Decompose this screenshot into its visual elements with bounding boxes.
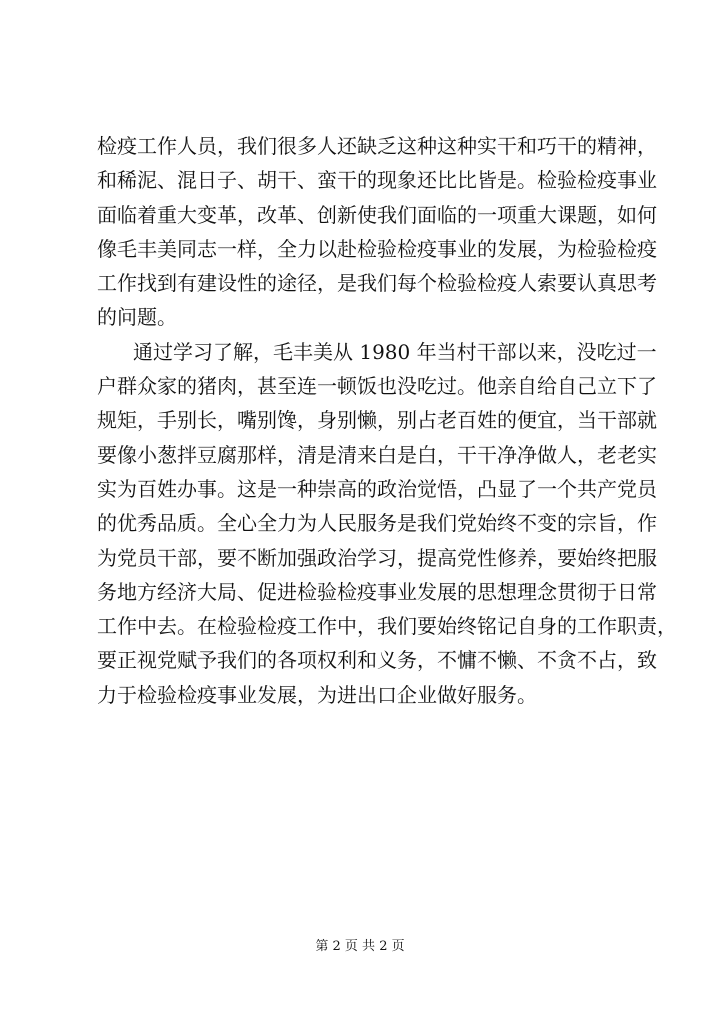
- text-line: 工作找到有建设性的途径，是我们每个检验检疫人索要认真思考: [97, 271, 657, 296]
- text-line: 通过学习了解，毛丰美从 1980 年当村干部以来，没吃过一: [133, 339, 657, 364]
- paragraph: [97, 335, 677, 712]
- text-line: 实为百姓办事。这是一种崇高的政治觉悟，凸显了一个共产党员: [97, 476, 657, 501]
- page-footer: [0, 938, 720, 956]
- text-line: 像毛丰美同志一样，全力以赴检验检疫事业的发展，为检验检疫: [97, 236, 657, 261]
- paragraph: [97, 129, 657, 335]
- text-line: 力于检验检疫事业发展，为进出口企业做好服务。: [97, 682, 537, 707]
- text-line: 为党员干部，要不断加强政治学习，提高党性修养，要始终把服: [97, 545, 657, 570]
- text-line: 务地方经济大局、促进检验检疫事业发展的思想理念贯彻于日常: [97, 579, 657, 604]
- text-line: 要正视党赋予我们的各项权利和义务，不慵不懒、不贪不占，致: [97, 648, 657, 673]
- text-line: 的优秀品质。全心全力为人民服务是我们党始终不变的宗旨，作: [97, 511, 657, 536]
- document-body: [97, 129, 677, 712]
- text-line: 工作中去。在检验检疫工作中，我们要始终铭记自身的工作职责，: [97, 614, 677, 639]
- text-line: 检疫工作人员，我们很多人还缺乏这种这种实干和巧干的精神，: [97, 134, 657, 158]
- page-number: 第 2 页 共 2 页: [315, 939, 405, 954]
- text-line: 面临着重大变革，改革、创新使我们面临的一项重大课题，如何: [97, 202, 657, 227]
- text-line: 规矩，手别长，嘴别馋，身别懒，别占老百姓的便宜，当干部就: [97, 408, 657, 433]
- text-line: 和稀泥、混日子、胡干、蛮干的现象还比比皆是。检验检疫事业: [97, 168, 657, 193]
- text-line: 的问题。: [97, 305, 177, 330]
- text-line: 户群众家的猪肉，甚至连一顿饭也没吃过。他亲自给自己立下了: [97, 374, 657, 399]
- text-line: 要像小葱拌豆腐那样，清是清来白是白，干干净净做人，老老实: [97, 442, 657, 467]
